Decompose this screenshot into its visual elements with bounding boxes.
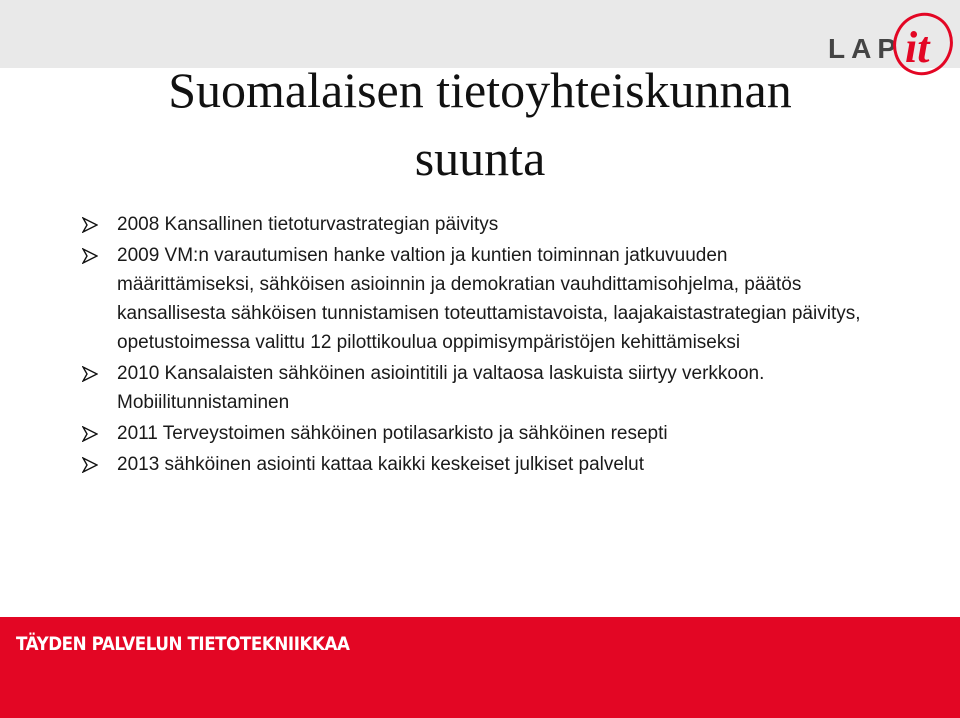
list-item-text: 2009 VM:n varautumisen hanke valtion ja kuntien toiminnan jatkuvuuden määrittämiseksi, sähköisen asioinnin ja demokratian vauhdittamisohjelma, päätös kansallisesta sähköisen tunnistamisen toteuttamistavoista, laajakaistastrategian päivitys, opetustoimessa valittu 12 pilottikoulua oppimisympäristöjen kehittämiseksi — [117, 245, 861, 353]
bullet-list — [82, 210, 862, 481]
arrowhead-bullet-icon — [82, 366, 98, 382]
arrowhead-bullet-icon — [82, 457, 98, 473]
logo-it-text: it — [905, 23, 930, 72]
footer-band — [0, 617, 960, 718]
logo-lap-text: LAP — [828, 33, 902, 64]
slide-title-line-1: Suomalaisen tietoyhteiskunnan — [168, 62, 792, 118]
arrowhead-bullet-icon — [82, 248, 98, 264]
list-item — [82, 359, 862, 417]
list-item — [82, 210, 862, 239]
list-item — [82, 450, 862, 479]
list-item — [82, 241, 862, 357]
arrowhead-bullet-icon — [82, 426, 98, 442]
slide-title-line-2: suunta — [414, 130, 546, 186]
arrowhead-bullet-icon — [82, 217, 98, 233]
footer-slogan: TÄYDEN PALVELUN TIETOTEKNIIKKAA — [16, 633, 350, 655]
list-item-text: 2013 sähköinen asiointi kattaa kaikki keskeiset julkiset palvelut — [117, 454, 645, 475]
list-item — [82, 419, 862, 448]
list-item-text: 2011 Terveystoimen sähköinen potilasarkisto ja sähköinen resepti — [117, 423, 668, 444]
list-item-text: 2010 Kansalaisten sähköinen asiointitili ja valtaosa laskuista siirtyy verkkoon. Mobiilitunnistaminen — [117, 363, 765, 413]
slide-title — [0, 56, 960, 192]
list-item-text: 2008 Kansallinen tietoturvastrategian päivitys — [117, 214, 499, 235]
